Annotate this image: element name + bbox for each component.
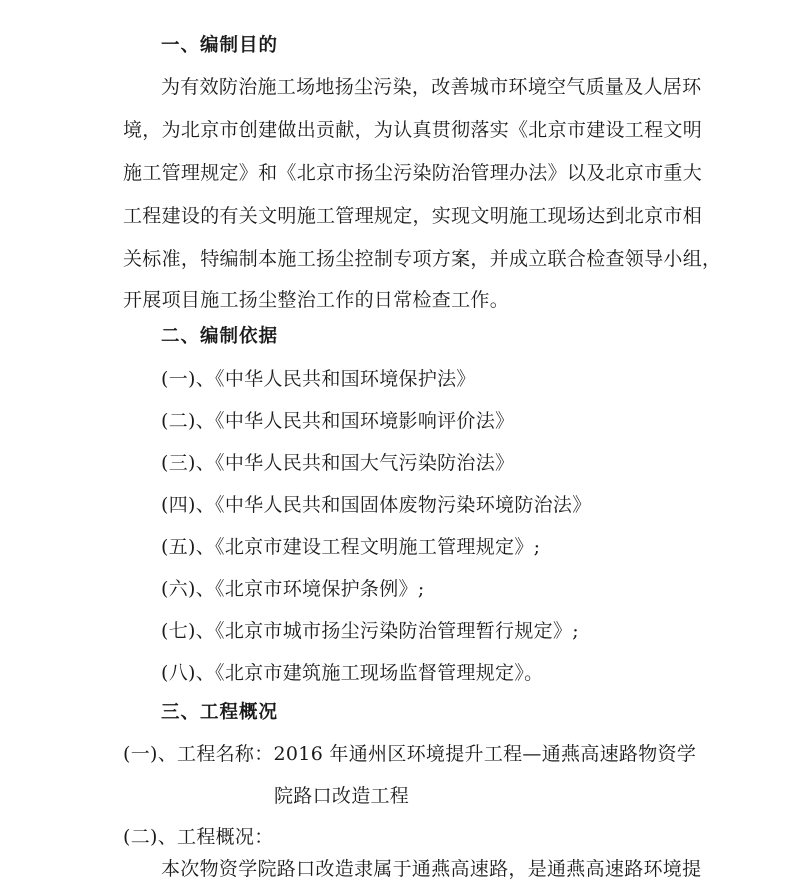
basis-item-4: (四)、《中华人民共和国固体废物污染环境防治法》 bbox=[161, 494, 592, 516]
section-2-heading: 二、编制依据 bbox=[161, 326, 279, 347]
section-1-paragraph-line-3: 施工管理规定》和《北京市扬尘污染防治管理办法》以及北京市重大 bbox=[123, 162, 703, 184]
project-name-line-2: 院路口改造工程 bbox=[274, 785, 410, 807]
project-overview-label: (二)、工程概况： bbox=[123, 826, 274, 848]
basis-item-8: (八)、《北京市建筑施工现场监督管理规定》。 bbox=[161, 662, 544, 684]
basis-item-6: (六)、《北京市环境保护条例》; bbox=[161, 578, 425, 600]
basis-item-2: (二)、《中华人民共和国环境影响评价法》 bbox=[161, 410, 515, 432]
basis-item-7: (七)、《北京市城市扬尘污染防治管理暂行规定》; bbox=[161, 620, 579, 642]
section-1-paragraph-line-5: 关标准，特编制本施工扬尘控制专项方案，并成立联合检查领导小组， bbox=[123, 248, 722, 270]
section-1-heading: 一、编制目的 bbox=[161, 35, 279, 56]
basis-item-5: (五)、《北京市建设工程文明施工管理规定》; bbox=[161, 536, 541, 558]
section-1-paragraph-line-2: 境，为北京市创建做出贡献，为认真贯彻落实《北京市建设工程文明 bbox=[123, 119, 703, 141]
basis-item-1: (一)、《中华人民共和国环境保护法》 bbox=[161, 368, 476, 390]
basis-item-3: (三)、《中华人民共和国大气污染防治法》 bbox=[161, 452, 515, 474]
section-1-paragraph-line-1: 为有效防治施工场地扬尘污染，改善城市环境空气质量及人居环 bbox=[161, 76, 702, 98]
section-1-paragraph-line-4: 工程建设的有关文明施工管理规定，实现文明施工现场达到北京市相 bbox=[123, 205, 703, 227]
project-overview-text: 本次物资学院路口改造隶属于通燕高速路，是通燕高速路环境提 bbox=[161, 858, 702, 880]
section-1-paragraph-line-6: 开展项目施工扬尘整治工作的日常检查工作。 bbox=[123, 289, 510, 311]
project-name-line-1: (一)、工程名称：2016 年通州区环境提升工程—通燕高速路物资学 bbox=[123, 743, 697, 765]
section-3-heading: 三、工程概况 bbox=[161, 702, 279, 723]
